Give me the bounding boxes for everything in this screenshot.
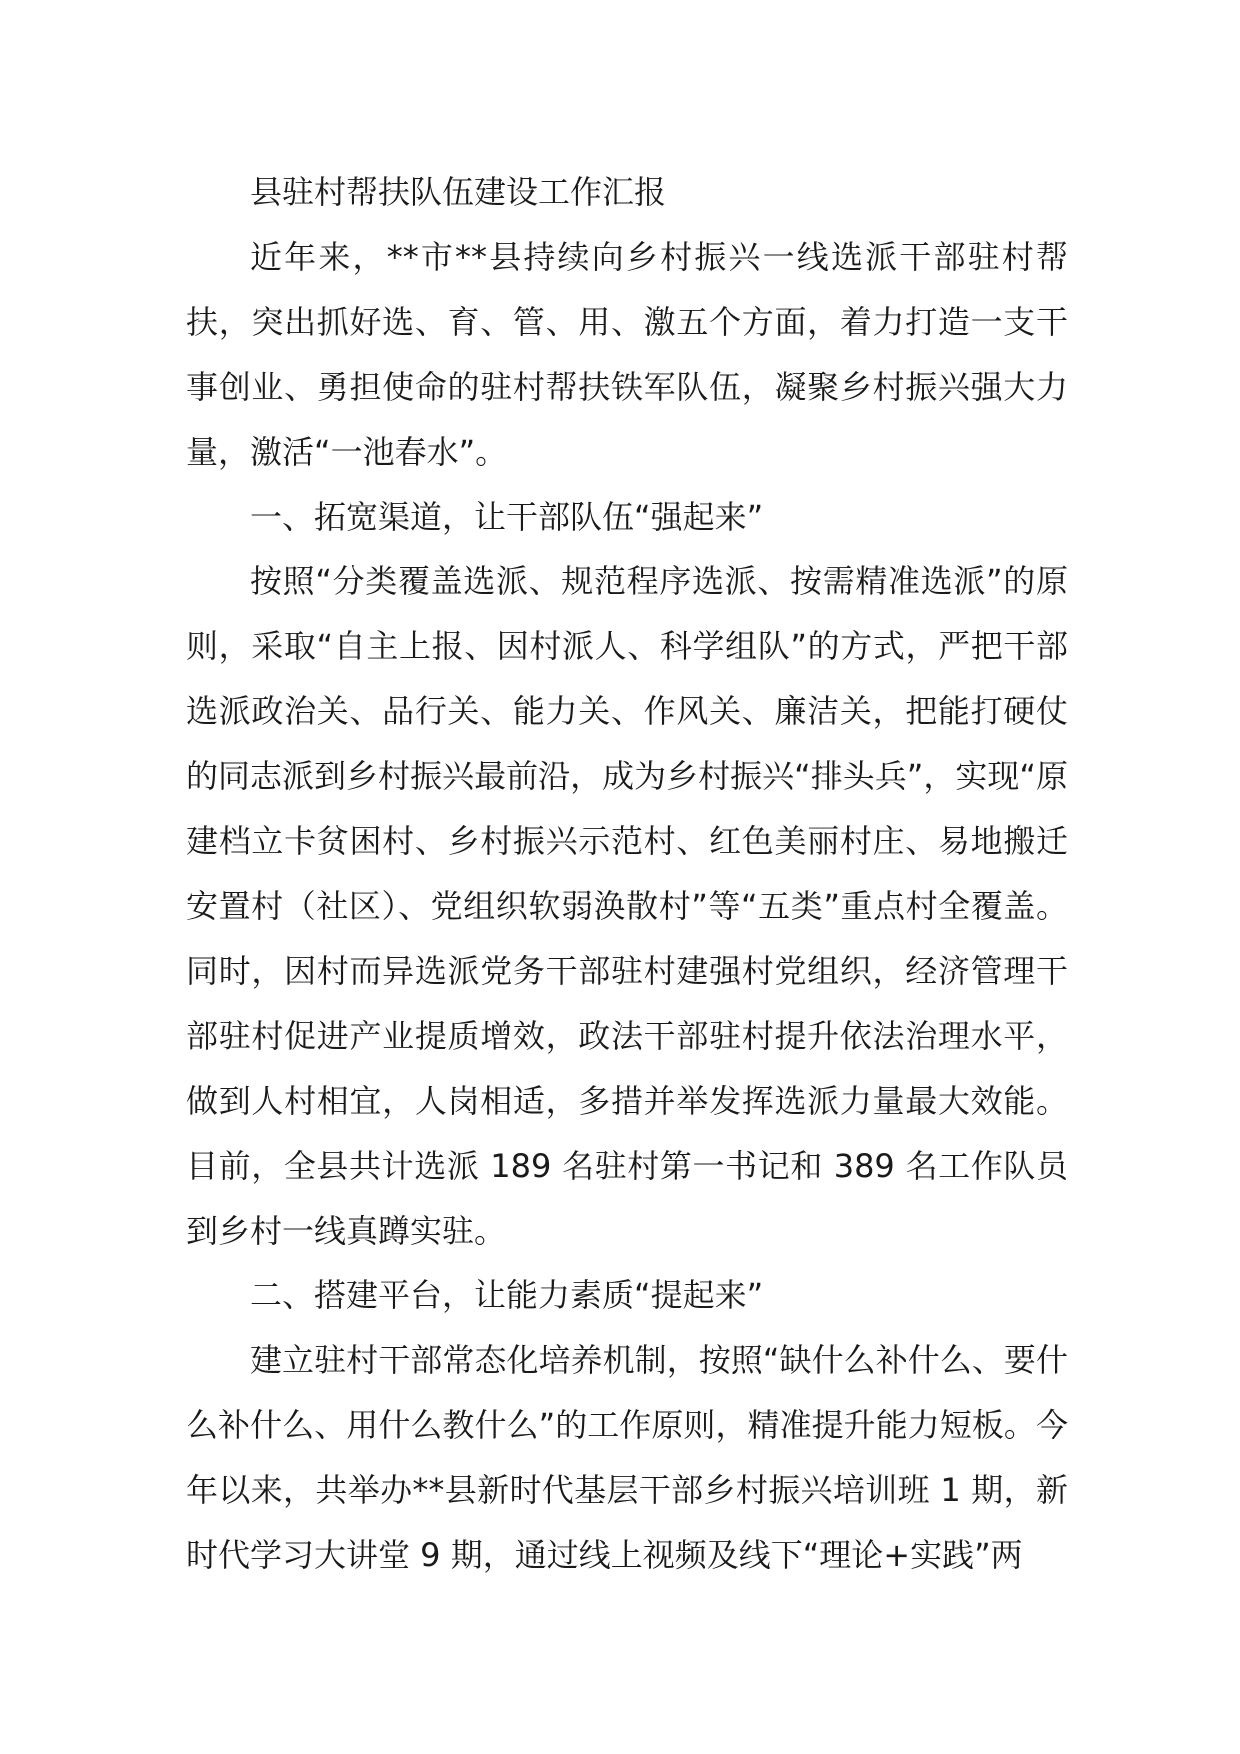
document-body	[186, 160, 1068, 1588]
section-heading-1: 一、拓宽渠道，让干部队伍“强起来”	[250, 497, 764, 536]
section-body-1: 按照“分类覆盖选派、规范程序选派、按需精准选派”的原则，采取“自主上报、因村派人、科学组队”的方式，严把干部选派政治关、品行关、能力关、作风关、廉洁关，把能打硬仗的同志派到乡村振兴最前沿，成为乡村振兴“排头兵”，实现“原建档立卡贫困村、乡村振兴示范村、红色美丽村庄、易地搬迁安置村（社区）、党组织软弱涣散村”等“五类”重点村全覆盖。同时，因村而异选派党务干部驻村建强村党组织，经济管理干部驻村促进产业提质增效，政法干部驻村提升依法治理水平，做到人村相宜，人岗相适，多措并举发挥选派力量最大效能。目前，全县共计选派 189 名驻村第一书记和 389 名工作队员到乡村一线真蹲实驻。	[186, 562, 1068, 1250]
section-body-2: 建立驻村干部常态化培养机制，按照“缺什么补什么、要什么补什么、用什么教什么”的工作原则，精准提升能力短板。今年以来，共举办**县新时代基层干部乡村振兴培训班 1 期，新时代学习大讲堂 9 期，通过线上视频及线下“理论+实践”两	[186, 1341, 1068, 1575]
intro-paragraph: 近年来，**市**县持续向乡村振兴一线选派干部驻村帮扶，突出抓好选、育、管、用、激五个方面，着力打造一支干事创业、勇担使命的驻村帮扶铁军队伍，凝聚乡村振兴强大力量，激活“一池春水”。	[186, 237, 1068, 471]
section-heading-2: 二、搭建平台，让能力素质“提起来”	[250, 1276, 764, 1315]
document-title: 县驻村帮扶队伍建设工作汇报	[250, 173, 667, 211]
